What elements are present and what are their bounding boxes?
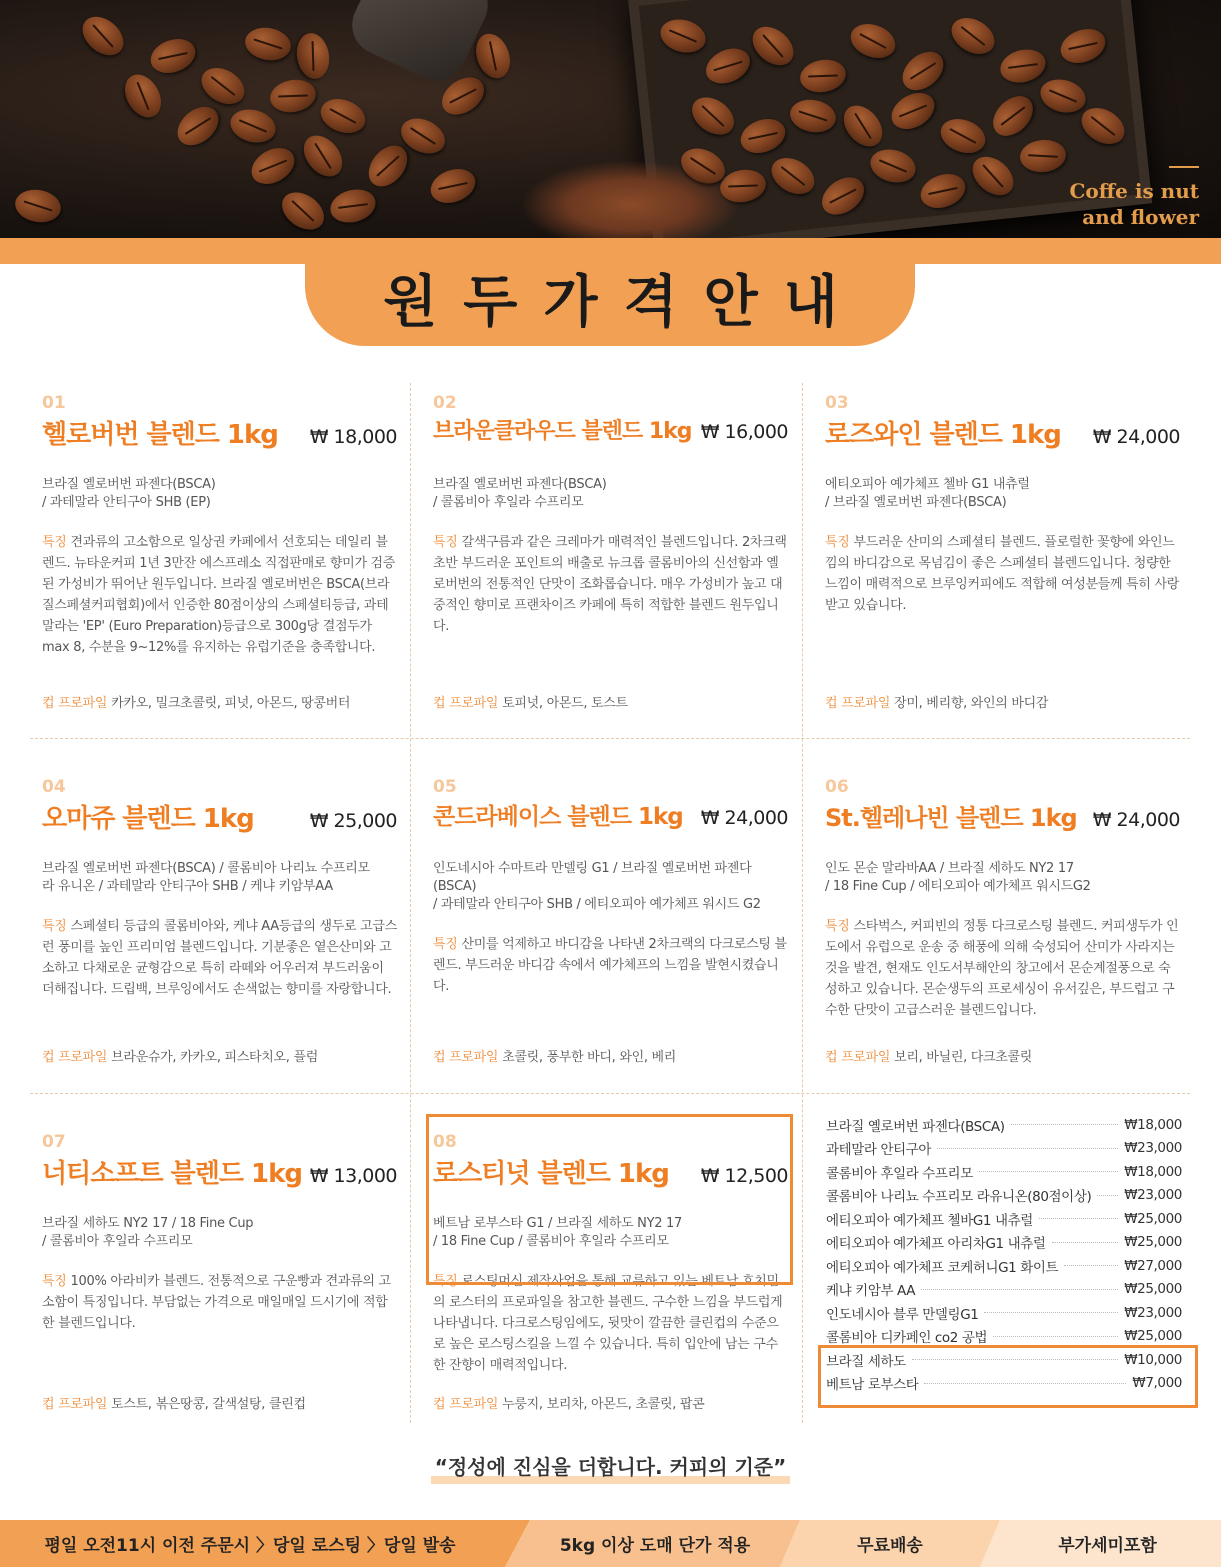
blend-origin: 브라질 옐로버번 파젠다(BSCA) / 콜롬비아 후일라 수프리모 xyxy=(433,477,607,510)
cup-profile-text: 초콜릿, 풍부한 바디, 와인, 베리 xyxy=(502,1050,677,1065)
coffee-bean xyxy=(268,76,319,116)
bean-price: ₩25,000 xyxy=(1124,1281,1182,1298)
blend-origin: 브라질 세하도 NY2 17 / 18 Fine Cup / 콜롬비아 후일라 수프리모 xyxy=(42,1216,254,1249)
blend-origin: 브라질 옐로버번 파젠다(BSCA) / 과테말라 안티구아 SHB (EP) xyxy=(42,477,216,510)
feature-label: 특징 xyxy=(42,919,67,934)
blend-card xyxy=(825,776,1180,1066)
bean-price: ₩23,000 xyxy=(1124,1187,1182,1204)
cup-profile-text: 브라운슈가, 카카오, 피스타치오, 플럼 xyxy=(111,1050,318,1065)
cup-profile-text: 보리, 바닐린, 다크초콜릿 xyxy=(894,1050,1033,1065)
highlight-box-roastynut xyxy=(426,1114,793,1285)
feature-text: 산미를 억제하고 바디감을 나타낸 2차크랙의 다크로스팅 블렌드. 부드러운 바디감 속에서 예가체프의 느낌을 발현시켰습니다. xyxy=(433,937,787,994)
leader-dots xyxy=(1097,1195,1118,1196)
bean-price: ₩7,000 xyxy=(1132,1375,1182,1392)
hero-tagline-line1: Coffe is nut xyxy=(1069,179,1199,203)
bean-price: ₩23,000 xyxy=(1124,1304,1182,1321)
blend-price: ₩ 24,000 xyxy=(1092,809,1180,831)
leader-dots xyxy=(979,1171,1118,1172)
blend-feature xyxy=(42,916,397,1000)
feature-label: 특징 xyxy=(433,535,458,550)
blend-feature xyxy=(825,916,1180,1021)
coffee-bean xyxy=(426,163,480,209)
cup-profile-text: 카카오, 밀크초콜릿, 피넛, 아몬드, 땅콩버터 xyxy=(111,696,351,711)
hero-tagline xyxy=(1069,152,1199,230)
feature-text: 스타벅스, 커피빈의 정통 다크로스팅 블렌드. 커피생두가 인도에서 유럽으로 운송 중 해풍에 의해 숙성되어 산미가 사라지는 것을 발견, 현재도 인도서부해안의 창고에서 몬순계절풍으로 숙성하고 있습니다. 몬순생두의 프로세싱이 유서깊은, 부드럽고 구수한 단맛이 고급스러운 블렌드입니다. xyxy=(825,919,1179,1018)
cup-profile-label: 컵 프로파일 xyxy=(42,1050,108,1065)
leader-dots xyxy=(1039,1218,1118,1219)
coffee-bean xyxy=(361,138,415,194)
blend-origin: 브라질 옐로버번 파젠다(BSCA) / 콜롬비아 나리뇨 수프리모 라 유니온 / 과테말라 안티구아 SHB / 케냐 키암부AA xyxy=(42,861,370,894)
leader-dots xyxy=(1064,1265,1118,1266)
blend-card xyxy=(433,776,788,1066)
blend-card xyxy=(825,392,1180,712)
blend-header xyxy=(42,414,397,454)
bean-price: ₩25,000 xyxy=(1124,1328,1182,1345)
bean-name: 에티오피아 예가체프 코케허니G1 화이트 xyxy=(826,1259,1059,1276)
cup-profile-text: 장미, 베리향, 와인의 바디감 xyxy=(894,696,1049,711)
price-list-row xyxy=(826,1301,1182,1325)
blend-origin: 인도 몬순 말라바AA / 브라질 세하도 NY2 17 / 18 Fine Cup / 에티오피아 예가체프 워시드G2 xyxy=(825,861,1091,894)
blend-name: 너티소프트 블렌드 1kg xyxy=(42,1159,303,1189)
blend-name: 헬로버번 블렌드 1kg xyxy=(42,420,278,450)
feature-label: 특징 xyxy=(42,1274,67,1289)
bean-name: 콜롬비아 디카페인 co2 공법 xyxy=(826,1330,988,1347)
cup-profile-label: 컵 프로파일 xyxy=(433,696,499,711)
bean-price: ₩25,000 xyxy=(1124,1210,1182,1227)
blend-header xyxy=(433,798,788,838)
coffee-bean xyxy=(227,105,280,148)
feature-label: 특징 xyxy=(825,919,850,934)
price-list-row xyxy=(826,1207,1182,1231)
cup-profile xyxy=(433,1046,676,1065)
blend-feature xyxy=(42,532,397,658)
blend-origin: 베트남 로부스타 G1 / 브라질 세하도 NY2 17 / 18 Fine Cup / 콜롬비아 후일라 수프리모 xyxy=(433,1216,682,1249)
blend-number: 07 xyxy=(42,1132,66,1152)
cup-profile-text: 토스트, 볶은땅콩, 갈색설탕, 클린컵 xyxy=(111,1397,306,1412)
footer-vat-info: 부가세미포함 xyxy=(1058,1536,1157,1556)
bean-name: 베트남 로부스타 xyxy=(826,1377,919,1394)
leader-dots xyxy=(984,1312,1118,1313)
blend-header xyxy=(433,414,788,454)
cup-profile xyxy=(825,692,1048,711)
leader-dots xyxy=(1011,1124,1119,1125)
coffee-bean xyxy=(296,128,350,184)
price-list-row xyxy=(826,1184,1182,1208)
blend-price: ₩ 18,000 xyxy=(309,426,397,448)
bean-name: 에티오피아 예가체프 아리차G1 내츄럴 xyxy=(826,1236,1046,1253)
blend-feature xyxy=(433,1271,788,1376)
blend-header xyxy=(825,414,1180,454)
bean-price: ₩23,000 xyxy=(1124,1140,1182,1157)
bean-price: ₩10,000 xyxy=(1124,1351,1182,1368)
coffee-bean xyxy=(195,61,251,112)
blend-number: 02 xyxy=(433,393,457,413)
blend-price: ₩ 13,000 xyxy=(309,1165,397,1187)
cup-profile xyxy=(42,1046,318,1065)
hero-tagline-line2: and flower xyxy=(1082,205,1199,229)
coffee-bean xyxy=(245,141,301,192)
footer-free-delivery: 무료배송 xyxy=(857,1536,923,1556)
feature-label: 특징 xyxy=(825,535,850,550)
blend-number: 05 xyxy=(433,777,457,797)
blend-number: 01 xyxy=(42,393,66,413)
bean-name: 인도네시아 블루 만델링G1 xyxy=(826,1306,979,1323)
coffee-bean xyxy=(170,99,226,153)
blend-card xyxy=(42,392,397,712)
blend-number: 06 xyxy=(825,777,849,797)
hero-banner xyxy=(0,0,1221,238)
feature-text: 스페셜티 등급의 콜롬비아와, 케냐 AA등급의 생두로 고급스런 풍미를 높인 프리미엄 블렌드입니다. 기분좋은 옅은산미와 고소하고 다채로운 균형감으로 특히 라떼와 어우러져 부드러움이 더해집니다. 드립백, 브루잉에서도 손색없는 향미를 자랑합니다. xyxy=(42,919,397,997)
bean-name: 케냐 키암부 AA xyxy=(826,1283,916,1300)
feature-label: 특징 xyxy=(433,1274,458,1289)
cup-profile xyxy=(42,692,350,711)
leader-dots xyxy=(993,1336,1118,1337)
coffee-bean xyxy=(316,93,370,139)
cup-profile-label: 컵 프로파일 xyxy=(825,696,891,711)
blend-name: 브라운클라우드 블렌드 1kg xyxy=(433,419,692,444)
feature-text: 견과류의 고소함으로 일상권 카페에서 선호되는 데일리 블렌드. 뉴타운커피 1년 3만잔 에스프레소 직접판매로 향미가 검증된 가성비가 뛰어난 원두입니다. 브라질 옐로버번은 BSCA(브라질스페셜커피협회)에서 인증한 80점이상의 스페셜티등급, 과테말라는 'EP' (Euro Preparation)등급으로 300g당 결점두가 max 8, 수분을 9~12%를 유지하는 유럽기준을 충족합니다. xyxy=(42,535,396,655)
cup-profile-label: 컵 프로파일 xyxy=(825,1050,891,1065)
highlight-box-price-list xyxy=(818,1345,1198,1408)
blend-price: ₩ 12,500 xyxy=(700,1165,788,1187)
slogan-text: “정성에 진심을 더합니다. 커피의 기준” xyxy=(431,1458,791,1484)
page-title: 원두가격안내 xyxy=(383,270,864,335)
bean-price: ₩18,000 xyxy=(1124,1116,1182,1133)
coffee-bean xyxy=(327,185,380,228)
blend-price: ₩ 16,000 xyxy=(700,421,788,443)
bean-price: ₩25,000 xyxy=(1124,1234,1182,1251)
grid-divider xyxy=(30,1093,1190,1094)
price-list-row xyxy=(826,1137,1182,1161)
bean-name: 콜롬비아 나리뇨 수프리모 라유니온(80점이상) xyxy=(826,1189,1092,1206)
blend-number: 04 xyxy=(42,777,66,797)
blend-name: 로즈와인 블렌드 1kg xyxy=(825,420,1061,450)
cup-profile xyxy=(433,1393,704,1412)
feature-label: 특징 xyxy=(42,535,67,550)
coffee-bean xyxy=(293,31,333,82)
bean-price: ₩27,000 xyxy=(1124,1257,1182,1274)
blend-header xyxy=(42,1153,397,1193)
bean-name: 과테말라 안티구아 xyxy=(826,1142,932,1159)
blend-card xyxy=(42,776,397,1066)
price-list-row xyxy=(826,1113,1182,1137)
cup-profile-label: 컵 프로파일 xyxy=(42,696,108,711)
blend-origin: 인도네시아 수마트라 만델링 G1 / 브라질 옐로버번 파젠다(BSCA) / 과테말라 안티구아 SHB / 에티오피아 예가체프 워시드 G2 xyxy=(433,861,761,912)
footer-shipping-info: 평일 오전11시 이전 주문시 〉당일 로스팅 〉당일 발송 xyxy=(44,1536,456,1556)
blend-feature xyxy=(433,532,788,637)
blend-name: 오마쥬 블렌드 1kg xyxy=(42,804,254,834)
coffee-bean xyxy=(118,68,169,124)
price-list-row xyxy=(826,1160,1182,1184)
bean-name: 콜롬비아 후일라 수프리모 xyxy=(826,1165,973,1182)
coffee-bean xyxy=(470,29,516,83)
blend-price: ₩ 25,000 xyxy=(309,810,397,832)
cup-profile-label: 컵 프로파일 xyxy=(433,1397,499,1412)
grid-divider xyxy=(30,738,1190,739)
price-list-row xyxy=(826,1231,1182,1255)
leader-dots xyxy=(937,1148,1118,1149)
bean-name: 브라질 옐로버번 파젠다(BSCA) xyxy=(826,1118,1005,1135)
blend-card xyxy=(433,392,788,712)
blend-header xyxy=(825,798,1180,838)
coffee-bean xyxy=(243,24,294,64)
grid-divider xyxy=(802,383,803,1423)
cup-profile-label: 컵 프로파일 xyxy=(42,1397,108,1412)
footer-banner xyxy=(0,1520,1221,1567)
feature-text: 100% 아라비카 블렌드. 전통적으로 구운빵과 견과류의 고소함이 특징입니다. 부담없는 가격으로 매일매일 드시기에 적합한 블렌드입니다. xyxy=(42,1274,391,1331)
cup-profile xyxy=(42,1393,306,1412)
feature-text: 갈색구름과 같은 크레마가 매력적인 블렌드입니다. 2차크랙 초반 부드러운 포인트의 배출로 뉴크롭 콜롬비아의 신선함과 옐로버번의 전통적인 단맛이 조화롭습니다. 매우 가성비가 높고 대중적인 향미로 프랜차이즈 카페에 특히 적합한 블렌드 원두입니다. xyxy=(433,535,787,634)
feature-label: 특징 xyxy=(433,937,458,952)
feature-text: 로스팅머신 제작사업을 통해 교류하고 있는 베트남 호치민의 로스터의 프로파일을 참고한 블렌드. 구수한 느낌을 부드럽게 나타냅니다. 다크로스팅임에도, 뒷맛이 깔끔한 클린컵의 수준으로 높은 로스팅스킬을 느낄 수 있습니다. 특히 입안에 남는 구수한 잔향이 매력적입니다. xyxy=(433,1274,783,1373)
blend-name: 콘드라베이스 블렌드 1kg xyxy=(433,804,683,830)
bean-name: 에티오피아 예가체프 첼바G1 내츄럴 xyxy=(826,1212,1033,1229)
grid-divider xyxy=(410,383,411,1423)
cup-profile-text: 누룽지, 보리차, 아몬드, 초콜릿, 팝콘 xyxy=(502,1397,705,1412)
blend-feature xyxy=(42,1271,397,1334)
bean-price: ₩18,000 xyxy=(1124,1163,1182,1180)
leader-dots xyxy=(921,1289,1118,1290)
leader-dots xyxy=(1052,1242,1119,1243)
coffee-bean xyxy=(146,33,200,79)
blend-feature xyxy=(825,532,1180,616)
blend-header xyxy=(42,798,397,838)
coffee-bean xyxy=(13,186,64,226)
price-list-row xyxy=(826,1278,1182,1302)
coffee-bean xyxy=(75,9,131,63)
blend-name: 로스티넛 블렌드 1kg xyxy=(433,1159,669,1189)
coffee-bean xyxy=(275,185,331,238)
cup-profile xyxy=(825,1046,1032,1065)
bean-name: 브라질 세하도 xyxy=(826,1353,906,1370)
blend-name: St.헬레나빈 블렌드 1kg xyxy=(825,804,1077,832)
blend-price: ₩ 24,000 xyxy=(1092,426,1180,448)
cup-profile xyxy=(433,692,628,711)
price-list-row xyxy=(826,1254,1182,1278)
slogan xyxy=(0,1455,1221,1484)
blend-price: ₩ 24,000 xyxy=(700,807,788,829)
feature-text: 부드러운 산미의 스페셜티 블렌드. 플로럴한 꽃향에 와인느낌의 바디감으로 목넘김이 좋은 스페셜티 블렌드입니다. 청량한 느낌이 매력적으로 브루잉커피에도 적합해 여성분들께 특히 사랑받고 있습니다. xyxy=(825,535,1179,613)
blend-feature xyxy=(433,934,788,997)
blend-origin: 에티오피아 예가체프 첼바 G1 내츄럴 / 브라질 옐로버번 파젠다(BSCA) xyxy=(825,477,1030,510)
blend-card xyxy=(42,1131,397,1413)
blend-number: 08 xyxy=(433,1132,457,1152)
blend-number: 03 xyxy=(825,393,849,413)
footer-wholesale-info: 5kg 이상 도매 단가 적용 xyxy=(559,1536,751,1556)
cup-profile-text: 토피넛, 아몬드, 토스트 xyxy=(502,696,628,711)
cup-profile-label: 컵 프로파일 xyxy=(433,1050,499,1065)
